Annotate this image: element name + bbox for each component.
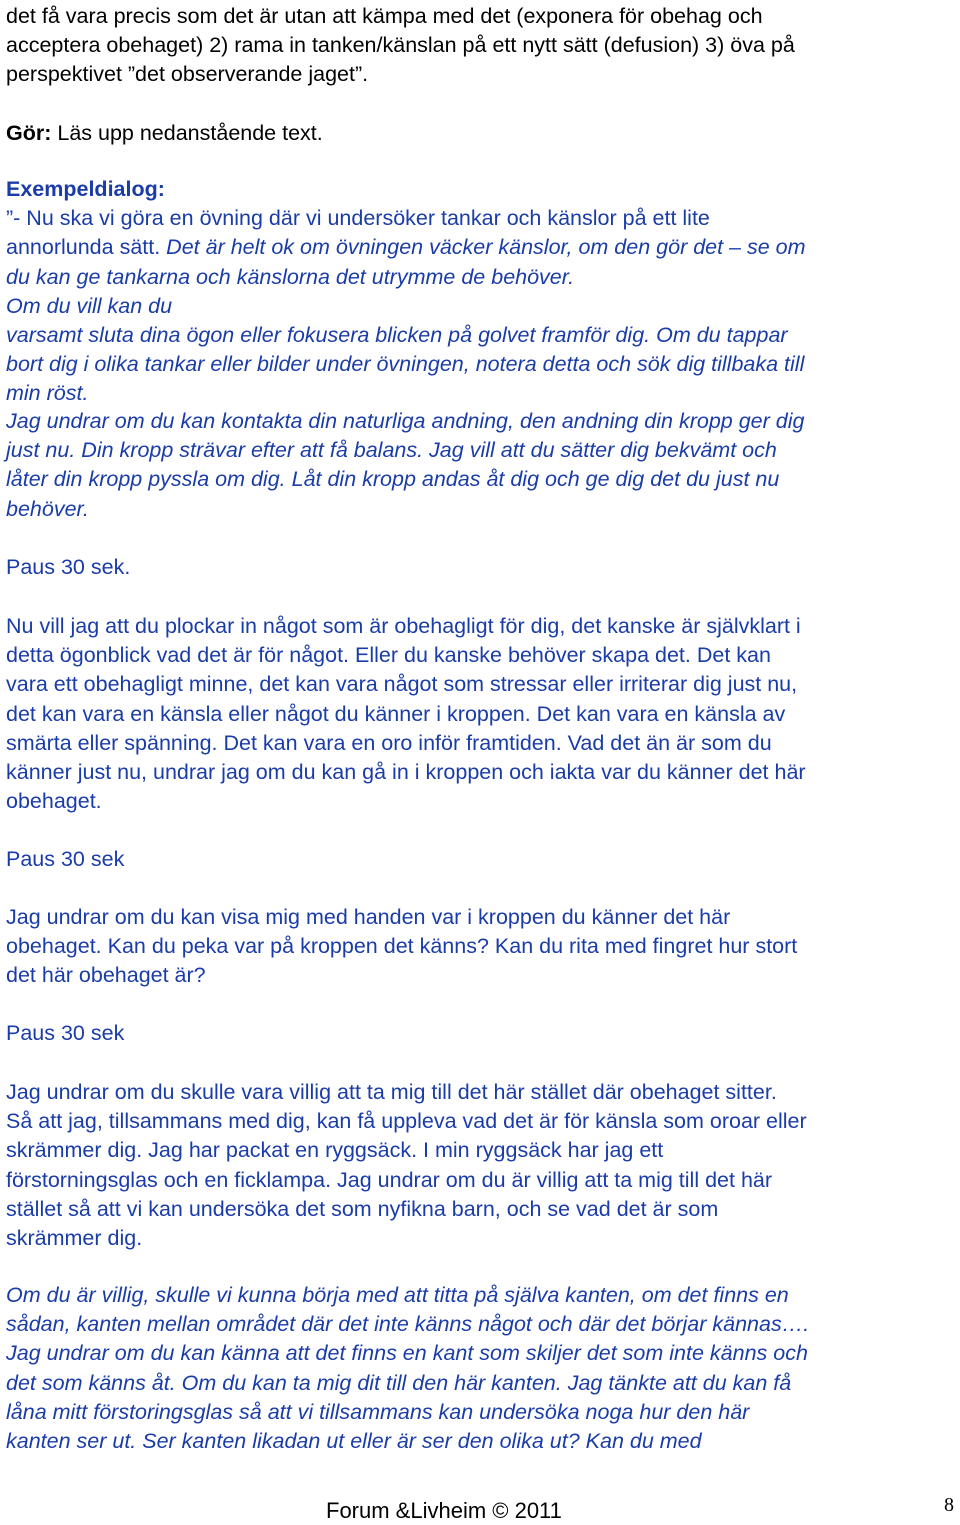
page-number: 8 [944,1494,954,1516]
dialog-p2-line-2a: just nu. [6,438,76,463]
dialog-p4-line-2a: obehaget. [6,934,102,959]
intro-paragraph [6,2,956,90]
dialog-p1-line-8: min röst. [6,381,89,406]
dialog-p1-line-5: varsamt sluta dina ögon eller fokusera blicken på golvet framför dig. [6,323,651,348]
intro-line-1: det få vara precis som det är utan att kämpa med det (exponera för obehag och [6,4,763,28]
dialog-p5-line-3c: I min ryggsäck har jag ett [417,1138,664,1163]
dialog-paragraph-5 [6,1078,956,1253]
dialog-p3-line-5a: smärta eller spänning. [6,730,218,755]
dialog-p6-line-1: Om du är villig, skulle vi kunna börja med att titta på själva kanten, om det finns en [6,1283,789,1307]
instruction-text: Läs upp nedanstående text. [51,121,323,145]
dialog-p4-line-3: det här obehaget är? [6,963,206,988]
dialog-p3-line-7: obehaget. [6,789,102,814]
footer-copyright: Forum &Livheim © 2011 [326,1498,562,1523]
dialog-p1-line-7: bort dig i olika tankar eller bilder under övningen, notera detta och sök dig tillbaka till [6,352,805,377]
dialog-p1-line-2a: annorlunda sätt. [6,235,161,260]
dialog-heading: Exempeldialog: [6,177,165,201]
dialog-p6-line-6a: kanten ser ut. [6,1429,137,1454]
dialog-p5-line-1: Jag undrar om du skulle vara villig att ta mig till det här stället där obehaget sitter. [6,1080,777,1104]
dialog-p3-line-2b: Eller du kanske behöver skapa det. [349,643,691,668]
dialog-p1-line-2b: Det är helt ok om övningen väcker känslor, om den gör det – se om [160,235,806,260]
dialog-p6-line-6b: Ser kanten likadan ut eller är ser den olika ut? [136,1429,580,1454]
dialog-p4-line-2b: Kan du peka var på kroppen det känns? [101,934,489,959]
dialog-p5-line-3a: skrämmer dig. [6,1138,143,1163]
dialog-paragraph-6 [6,1281,956,1456]
dialog-p3-line-6: känner just nu, undrar jag om du kan gå in i kroppen och iakta var du känner det här [6,760,806,785]
dialog-p1-line-4: Om du vill kan du [6,293,173,318]
dialog-p5-line-3b: Jag har packat en ryggsäck. [142,1138,418,1163]
dialog-p2-line-3a: låter din kropp pyssla om dig. [6,467,286,492]
dialog-p5-line-4a: förstorningsglas och en ficklampa. [6,1167,332,1192]
dialog-p3-line-2a: detta ögonblick vad det är för något. [6,643,350,668]
dialog-p3-line-5c: Vad det än är som du [561,730,772,755]
intro-line-3: perspektivet ”det observerande jaget”. [6,62,369,87]
dialog-p2-line-2b: Din kropp strävar efter att få balans. [75,438,424,463]
dialog-paragraph-1 [6,175,956,409]
dialog-p6-line-3: Jag undrar om du kan känna att det finns en kant som skiljer det som inte känns och [6,1341,808,1366]
dialog-p6-line-5: låna mitt förstoringsglas så att vi tillsammans kan undersöka noga hur den här [6,1399,750,1424]
dialog-p1-line-3: du kan ge tankarna och känslorna det utrymme de behöver. [6,264,575,289]
pause-3: Paus 30 sek [6,1021,125,1045]
dialog-p5-line-2: Så att jag, tillsammans med dig, kan få uppleva vad det är för känsla som oroar eller [6,1109,807,1134]
dialog-p1-line-6: Om du tappar [650,323,788,348]
dialog-p5-line-4b: Jag undrar om du är villig att ta mig till det här [331,1167,773,1192]
dialog-p5-line-5: stället så att vi kan undersöka det som nyfikna barn, och se vad det är som [6,1196,719,1221]
instruction-line [6,119,956,148]
dialog-p2-line-2c: Jag vill att du sätter dig bekvämt och [423,438,777,463]
dialog-p3-line-2c: Det kan [690,643,771,668]
instruction-label: Gör: [6,121,52,145]
pause-1: Paus 30 sek. [6,555,131,579]
pause-2: Paus 30 sek [6,847,125,871]
dialog-p4-line-1: Jag undrar om du kan visa mig med handen var i kroppen du känner det här [6,905,731,929]
dialog-paragraph-3 [6,612,956,816]
dialog-p6-line-4c: Jag tänkte att du kan få [561,1370,792,1395]
dialog-p2-line-1: Jag undrar om du kan kontakta din naturliga andning, den andning din kropp ger dig [6,409,805,433]
dialog-p3-line-4a: det kan vara en känsla eller något du känner i kroppen. [6,701,531,726]
dialog-p3-line-3: vara ett obehagligt minne, det kan vara något som stressar eller irriterar dig just nu, [6,672,798,697]
dialog-p6-line-4b: Om du kan ta mig dit till den här kanten. [175,1370,562,1395]
dialog-p6-line-2: sådan, kanten mellan området där det inte känns något och där det börjar kännas…. [6,1312,810,1337]
intro-line-2: acceptera obehaget) 2) rama in tanken/känslan på ett nytt sätt (defusion) 3) öva på [6,33,795,58]
dialog-p1-line-1: ”- Nu ska vi göra en övning där vi undersöker tankar och känslor på ett lite [6,206,710,231]
dialog-p2-line-3b: Låt din kropp andas åt dig och ge dig det du just nu [285,467,780,492]
dialog-p5-line-6: skrämmer dig. [6,1226,143,1251]
dialog-p1-line-2 [6,233,956,262]
dialog-p6-line-6c: Kan du med [579,1429,702,1454]
dialog-paragraph-4 [6,903,956,991]
dialog-p6-line-4a: det som känns åt. [6,1370,176,1395]
dialog-p3-line-4b: Det kan vara en känsla av [530,701,786,726]
dialog-p4-line-2c: Kan du rita med fingret hur stort [488,934,798,959]
dialog-p3-line-1: Nu vill jag att du plockar in något som är obehagligt för dig, det kanske är självklart i [6,614,801,638]
dialog-p3-line-5b: Det kan vara en oro inför framtiden. [217,730,562,755]
dialog-p2-line-4: behöver. [6,496,89,521]
dialog-paragraph-2 [6,407,956,524]
